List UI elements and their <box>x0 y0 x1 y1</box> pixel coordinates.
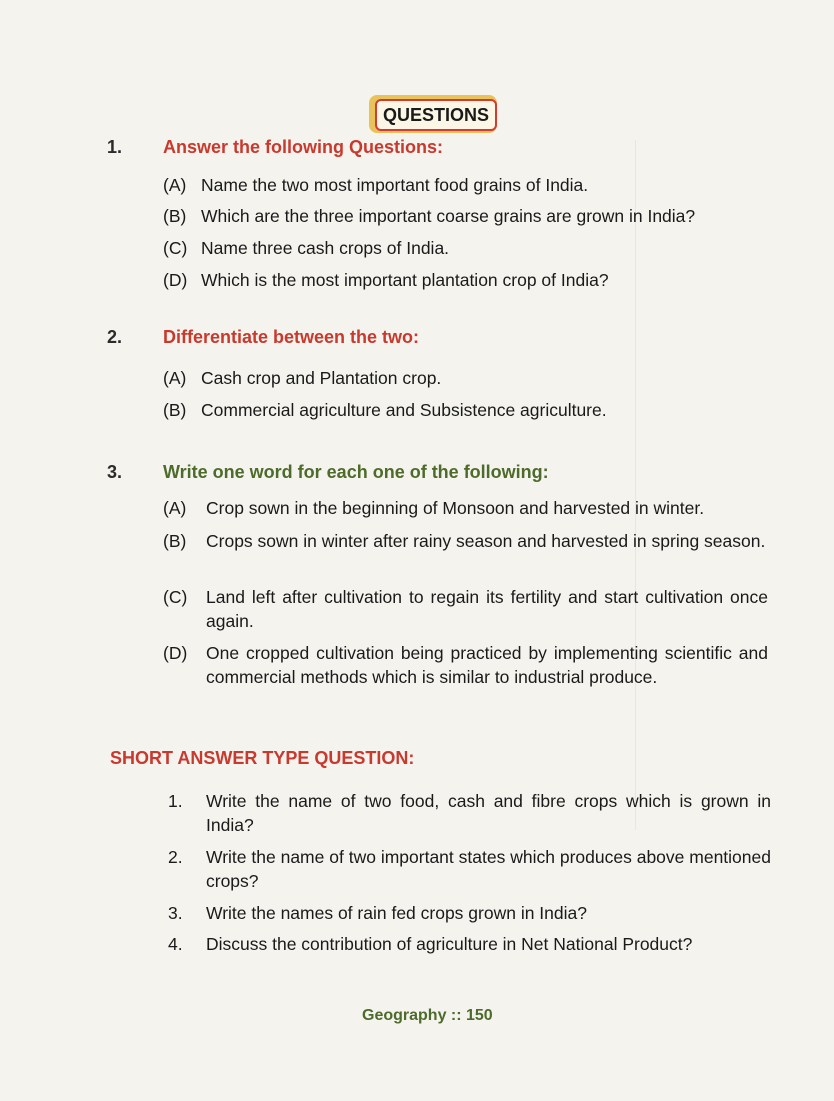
q1-heading: Answer the following Questions: <box>163 137 444 157</box>
q3-item-c <box>163 585 783 633</box>
item-number: 3. <box>168 903 183 923</box>
item-text: Commercial agriculture and Subsistence agriculture. <box>201 400 607 420</box>
item-text: Write the names of rain fed crops grown in India? <box>206 903 587 923</box>
item-number: 4. <box>168 934 183 954</box>
item-label: (A) <box>163 498 187 518</box>
item-label: (D) <box>163 643 188 663</box>
questions-title: QUESTIONS <box>375 99 497 131</box>
item-label: (C) <box>163 587 188 607</box>
questions-header-box <box>369 95 497 133</box>
q1-item-d <box>163 268 783 292</box>
q3-heading: Write one word for each one of the following: <box>163 462 549 482</box>
item-text: Which is the most important plantation crop of India? <box>201 270 609 290</box>
q3-item-d <box>163 641 783 713</box>
item-label: (A) <box>163 175 187 195</box>
q2-number: 2. <box>107 327 123 347</box>
q2-item-b <box>163 398 783 422</box>
item-text: Write the name of two important states which produces above mentioned crops? <box>206 847 771 891</box>
item-text: Land left after cultivation to regain its fertility and start cultivation once again. <box>206 587 768 631</box>
item-number: 2. <box>168 847 183 867</box>
item-text: Crop sown in the beginning of Monsoon and harvested in winter. <box>206 498 705 518</box>
item-label: (B) <box>163 400 187 420</box>
item-text: Write the name of two food, cash and fibre crops which is grown in India? <box>206 791 771 835</box>
q1-item-b <box>163 204 783 228</box>
page-footer: Geography :: 150 <box>362 1007 493 1024</box>
item-text: Crops sown in winter after rainy season and harvested in spring season. <box>206 531 766 551</box>
item-label: (C) <box>163 238 188 258</box>
q3-item-b <box>163 529 783 577</box>
item-text: Which are the three important coarse grains are grown in India? <box>201 206 696 226</box>
q1-number: 1. <box>107 137 123 157</box>
item-label: (D) <box>163 270 188 290</box>
item-text: Name three cash crops of India. <box>201 238 450 258</box>
q2-item-a <box>163 366 783 390</box>
q2-heading: Differentiate between the two: <box>163 327 420 347</box>
short-item-3 <box>168 901 773 925</box>
item-text: Name the two most important food grains of India. <box>201 175 589 195</box>
item-label: (B) <box>163 206 187 226</box>
item-text: One cropped cultivation being practiced by implementing scientific and commercial methods which is similar to industrial produce. <box>206 643 768 687</box>
item-label: (A) <box>163 368 187 388</box>
short-answer-heading: SHORT ANSWER TYPE QUESTION: <box>110 748 415 768</box>
item-text: Cash crop and Plantation crop. <box>201 368 442 388</box>
short-item-1 <box>168 789 773 837</box>
item-label: (B) <box>163 531 187 551</box>
item-number: 1. <box>168 791 183 811</box>
q3-item-a <box>163 496 783 520</box>
q3-number: 3. <box>107 462 123 482</box>
q1-item-c <box>163 236 783 260</box>
q1-item-a <box>163 173 783 197</box>
short-item-2 <box>168 845 773 893</box>
short-item-4 <box>168 932 773 956</box>
item-text: Discuss the contribution of agriculture in Net National Product? <box>206 934 693 954</box>
